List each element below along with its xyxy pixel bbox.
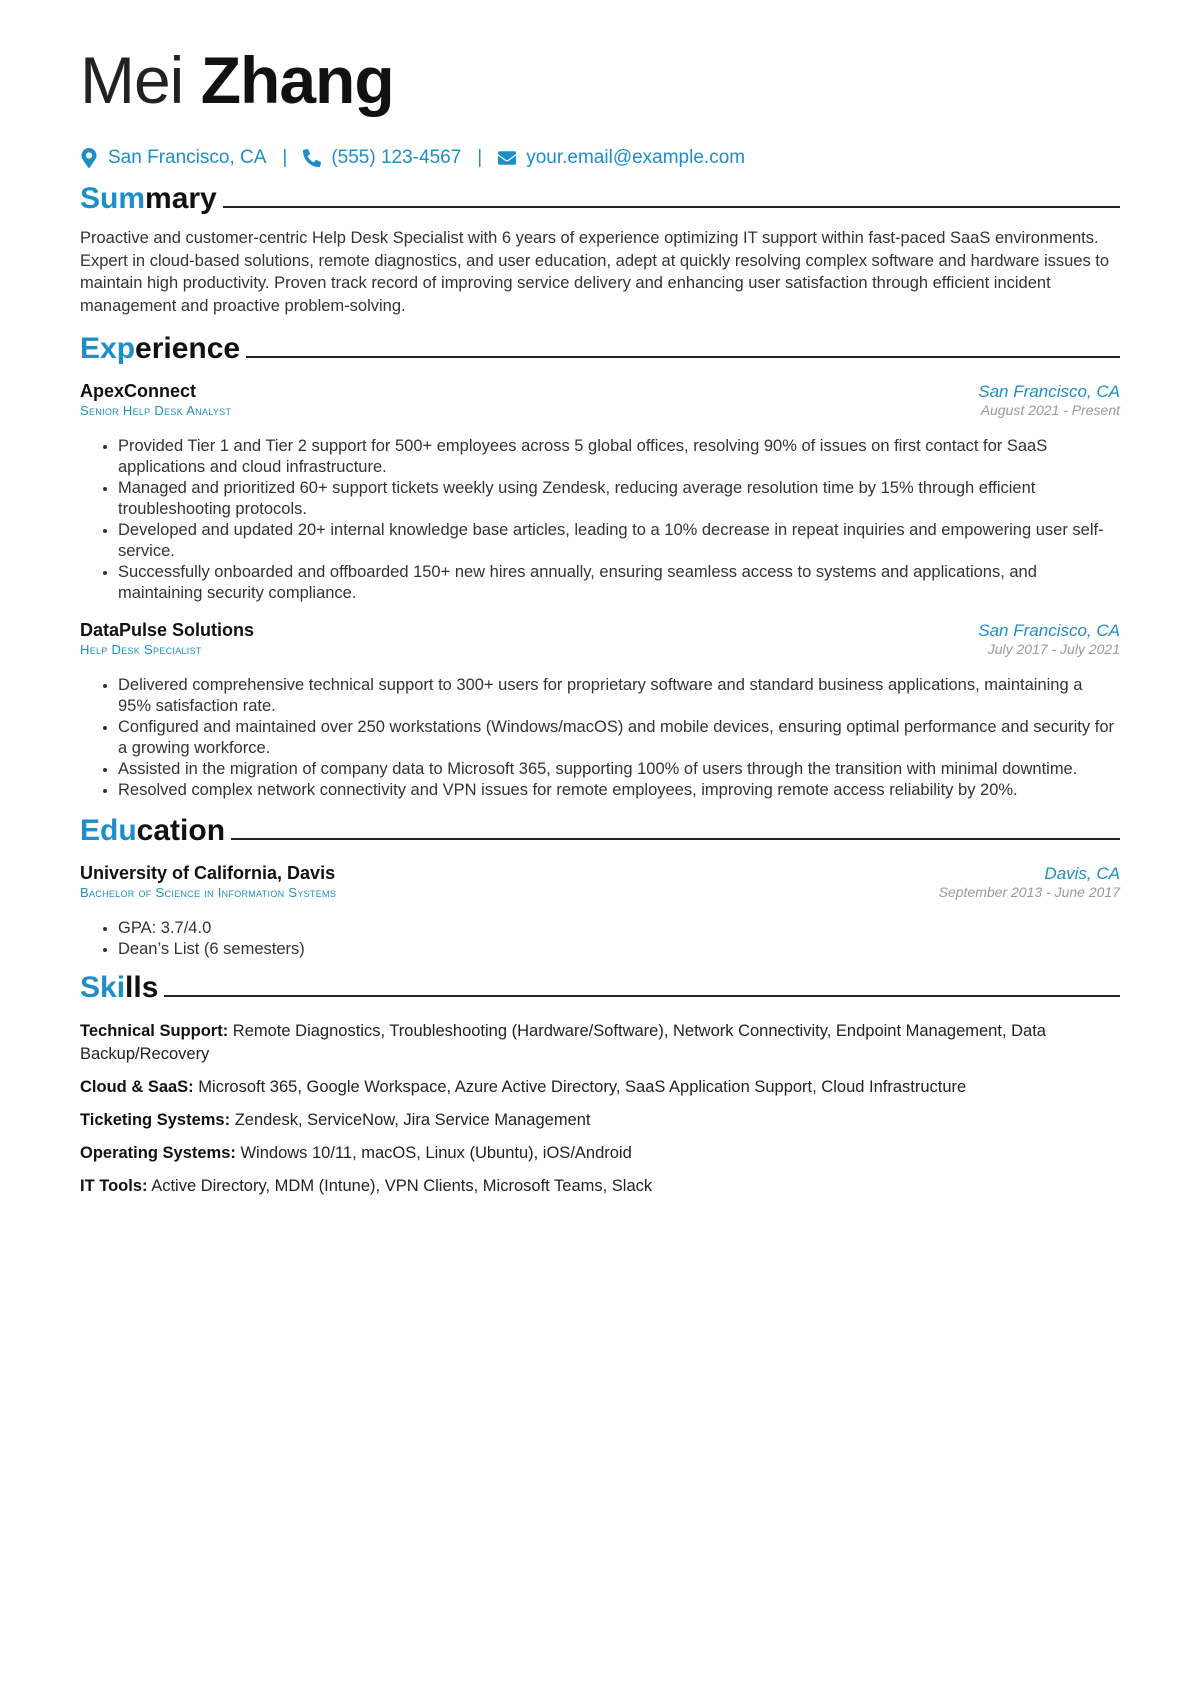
- job-bullets: [80, 436, 1120, 604]
- job-entry-apexconnect: [80, 381, 1120, 604]
- phone-text: (555) 123-4567: [331, 147, 462, 168]
- experience-heading: [80, 329, 1120, 367]
- skill-row: [80, 1020, 1120, 1066]
- education-bullets: [80, 918, 1120, 960]
- education-heading: [80, 811, 1120, 849]
- contact-phone: [303, 147, 461, 169]
- skill-row: [80, 1076, 1120, 1099]
- phone-icon: [303, 148, 321, 168]
- email-link[interactable]: your.email@example.com: [526, 147, 746, 168]
- job-dates: August 2021 - Present: [980, 402, 1120, 418]
- summary-text: Proactive and customer-centric Help Desk Specialist with 6 years of experience optimizing IT support within fast-paced SaaS environments. Expert in cloud-based solutions, remote diagnostics, and user education, adept at quickly resolving complex software and hardware issues to maintain high productivity. Proven track record of improving service delivery and enhancing user satisfaction through efficient incident management and proactive problem-solving.: [80, 229, 1110, 315]
- summary-heading: [80, 179, 1120, 217]
- school-name: University of California, Davis: [80, 863, 336, 883]
- skills-heading: [80, 968, 1120, 1006]
- skill-label: IT Tools:: [80, 1177, 148, 1195]
- skill-value: Microsoft 365, Google Workspace, Azure Active Directory, SaaS Application Support, Cloud Infrastructure: [198, 1078, 967, 1096]
- education-dates: September 2013 - June 2017: [938, 884, 1120, 900]
- skill-value: Remote Diagnostics, Troubleshooting (Hardware/Software), Network Connectivity, Endpoint Management, Data Backup/Recovery: [80, 1022, 1046, 1063]
- list-item: • Assisted in the migration of company data to Microsoft 365, supporting 100% of users through the transition with minimal downtime.: [118, 759, 1120, 780]
- skills-title: Skills: [80, 971, 159, 1004]
- school-location: Davis, CA: [1044, 864, 1120, 883]
- job-title: Help Desk Specialist: [80, 642, 202, 657]
- contact-email[interactable]: [498, 147, 745, 169]
- skill-row: [80, 1109, 1120, 1132]
- job-dates: July 2017 - July 2021: [987, 641, 1120, 657]
- section-divider: [223, 206, 1120, 208]
- job-bullets: [80, 675, 1120, 801]
- education-entry: [80, 863, 1120, 960]
- summary-title: Summary: [80, 182, 217, 215]
- list-item: • Delivered comprehensive technical support to 300+ users for proprietary software and standard business applications, maintaining a 95% satisfaction rate.: [118, 675, 1120, 717]
- section-divider: [246, 356, 1120, 358]
- envelope-icon: [498, 148, 516, 168]
- list-item: • Developed and updated 20+ internal knowledge base articles, leading to a 10% decrease in repeat inquiries and empowering user self-service.: [118, 520, 1120, 562]
- company-name: DataPulse Solutions: [80, 620, 255, 640]
- list-item: • Dean’s List (6 semesters): [118, 939, 1120, 960]
- contact-location: [80, 147, 266, 169]
- list-item: • Resolved complex network connectivity and VPN issues for remote employees, improving remote access reliability by 20%.: [118, 780, 1120, 801]
- contact-line: [80, 145, 1120, 171]
- contact-separator: |: [282, 147, 288, 168]
- degree: Bachelor of Science in Information Systems: [80, 885, 337, 900]
- experience-title: Experience: [80, 332, 241, 365]
- skill-label: Ticketing Systems:: [80, 1111, 231, 1129]
- skill-value: Active Directory, MDM (Intune), VPN Clients, Microsoft Teams, Slack: [151, 1177, 653, 1195]
- contact-separator: |: [477, 147, 483, 168]
- skill-row: [80, 1175, 1120, 1198]
- skill-row: [80, 1142, 1120, 1165]
- section-divider: [231, 838, 1120, 840]
- skill-label: Cloud & SaaS:: [80, 1078, 194, 1096]
- education-title: Education: [80, 814, 226, 847]
- first-name: Mei: [80, 43, 184, 117]
- list-item: • Managed and prioritized 60+ support tickets weekly using Zendesk, reducing average resolution time by 15% through efficient troubleshooting protocols.: [118, 478, 1120, 520]
- list-item: • Configured and maintained over 250 workstations (Windows/macOS) and mobile devices, ensuring optimal performance and security for a growing workforce.: [118, 717, 1120, 759]
- skill-label: Operating Systems:: [80, 1144, 236, 1162]
- skill-label: Technical Support:: [80, 1022, 229, 1040]
- job-entry-datapulse: [80, 620, 1120, 801]
- section-divider: [164, 995, 1120, 997]
- map-pin-icon: [80, 148, 98, 168]
- last-name: Zhang: [200, 43, 394, 117]
- resume-content: [80, 40, 1120, 1198]
- list-item: • GPA: 3.7/4.0: [118, 918, 1120, 939]
- job-location: San Francisco, CA: [978, 621, 1120, 640]
- company-name: ApexConnect: [80, 381, 197, 401]
- candidate-name: [80, 40, 1120, 120]
- job-title: Senior Help Desk Analyst: [80, 403, 232, 418]
- skill-value: Windows 10/11, macOS, Linux (Ubuntu), iOS/Android: [240, 1144, 632, 1162]
- list-item: • Provided Tier 1 and Tier 2 support for 500+ employees across 5 global offices, resolving 90% of issues on first contact for SaaS applications and cloud infrastructure.: [118, 436, 1120, 478]
- location-text: San Francisco, CA: [108, 147, 267, 168]
- job-location: San Francisco, CA: [978, 382, 1120, 401]
- list-item: • Successfully onboarded and offboarded 150+ new hires annually, ensuring seamless access to systems and applications, and maintaining security compliance.: [118, 562, 1120, 604]
- skill-value: Zendesk, ServiceNow, Jira Service Management: [234, 1111, 591, 1129]
